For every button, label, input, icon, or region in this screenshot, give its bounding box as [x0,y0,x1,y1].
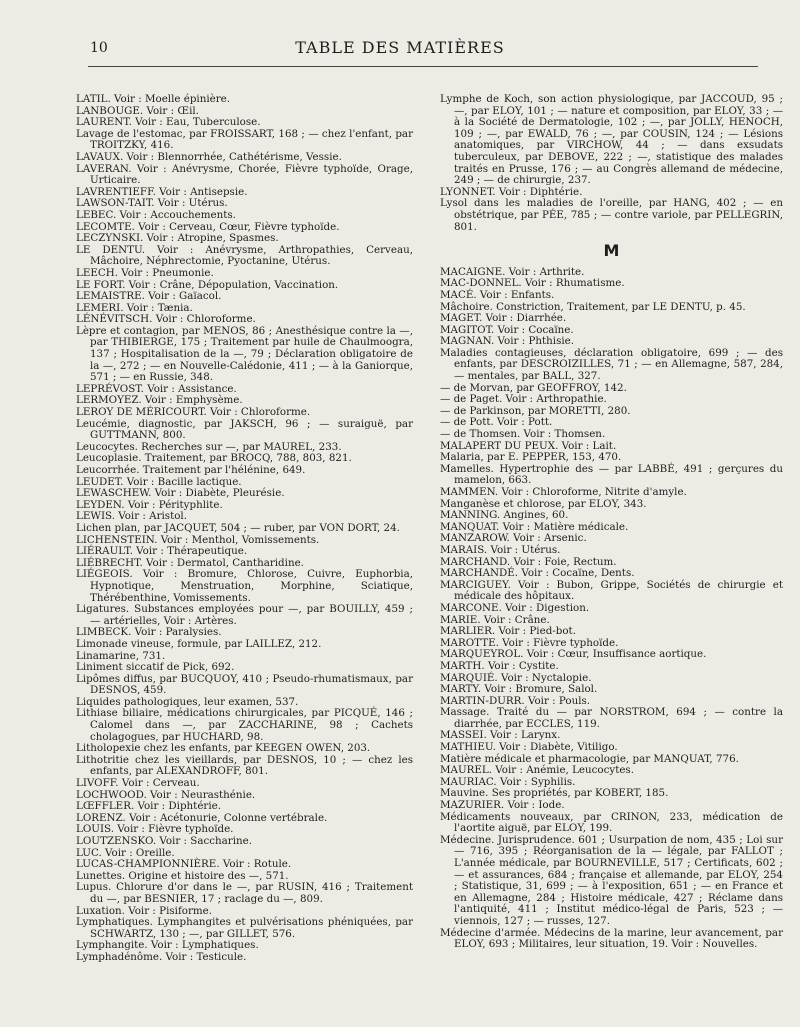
index-entry: LEROY DE MÉRICOURT. Voir : Chloroforme. [76,406,311,419]
index-entry: Lavage de l'estomac, par FROISSART, 168 ; — chez l'enfant, par TROITZKY, 416. [76,127,413,152]
index-entry: Malaria, par E. PEPPER, 153, 470. [440,451,622,464]
index-entry: Leucocytes. Recherches sur —, par MAUREL, 233. [76,440,342,453]
section-letter-m: M [603,241,620,261]
index-entry: Luxation. Voir : Pisiforme. [76,904,213,917]
right-column [440,94,783,951]
index-entry: LORENZ. Voir : Acétonurie, Colonne vertébrale. [76,811,328,824]
page-number: 10 [90,40,108,56]
index-entry: LEUDET. Voir : Bacille lactique. [76,475,242,488]
index-entry: MARAIS. Voir : Utérus. [440,543,561,556]
index-entry: MASSEI. Voir : Larynx. [440,729,561,742]
index-entry: LICHENSTEIN. Voir : Menthol, Vomissements. [76,533,320,546]
index-entry: Lupus. Chlorure d'or dans le —, par RUSIN, 416 ; Traitement du —, par BESNIER, 17 ; raclage du —, 809. [76,881,413,905]
index-entry: Ligatures. Substances employées pour —, par BOUILLY, 459 ; — artérielles, Voir : Artères. [76,603,413,627]
index-entry: Massage. Traité du — par NORSTROM, 694 ; — contre la diarrhée, par ECCLES, 119. [440,706,783,730]
index-entry: LIVOFF. Voir : Cerveau. [76,777,200,790]
index-entry: MATHIEU. Voir : Diabète, Vitiligo. [440,741,618,754]
index-entry: MAGNAN. Voir : Phthisie. [440,335,575,348]
index-entry: — de Parkinson, par MORETTI, 280. [440,404,631,417]
index-entry: MAURIAC. Voir : Syphilis. [440,775,576,788]
index-entry: LEWASCHEW. Voir : Diabète, Pleurésie. [76,487,285,500]
index-entry: Lithiase biliaire, médications chirurgicales, par PICQUÉ, 146 ; Calomel dans —, par ZACCHARINE, 98 ; Cachets cholagogues, par HUCHARD, 98. [76,707,413,743]
index-entry: Mamelles. Hypertrophie des — par LABBÉ, 491 ; gerçures du mamelon, 663. [440,462,783,487]
page-title: TABLE DES MATIÈRES [295,38,505,57]
index-entry: LEMAISTRE. Voir : Gaïacol. [76,290,222,303]
index-entry: MAC-DONNEL. Voir : Rhumatisme. [440,277,625,290]
index-entry: MARLIER. Voir : Pied-bot. [440,625,576,638]
index-entry: MACAIGNE. Voir : Arthrite. [440,265,585,278]
index-entry: Lymphangite. Voir : Lymphatiques. [76,939,259,952]
index-entry: MANNING. Angines, 60. [440,509,569,522]
index-entry: Lèpre et contagion, par MENOS, 86 ; Anesthésique contre la —, par THIBIERGE, 175 ; Traitement par huile de Chaulmoogra, 137 ; Hospitalisation de la —, 79 ; Déclaration obligatoire de la —, 272 ; — en Nouvelle-Calédonie, 411 ; — à la Ganiorque, 571 ; — en Russie, 348. [76,324,413,384]
left-column [76,94,413,964]
index-entry: LANBOUGE. Voir : Œil. [76,104,199,117]
index-entry: Limonade vineuse, formule, par LAILLEZ, 212. [76,637,322,650]
index-entry: LAWSON-TAIT. Voir : Utérus. [76,197,228,210]
index-entry: Lunettes. Origine et histoire des —, 571. [76,869,289,882]
index-entry: Lithotritie chez les vieillards, par DESNOS, 10 ; — chez les enfants, par ALEXANDROFF, 801. [76,753,413,778]
index-entry: Lichen plan, par JACQUET, 504 ; — ruber, par VON DORT, 24. [76,521,400,534]
index-entry: LIÉRAULT. Voir : Thérapeutique. [76,545,248,558]
index-entry: LIÉGEOIS. Voir : Bromure, Chlorose, Cuivre, Euphorbia, Hypnotique, Menstruation, Morphine, Sciatique, Thérébenthine, Vomissements. [76,568,413,604]
index-entry: MANZAROW. Voir : Arsenic. [440,532,587,545]
entries-l-continued [440,94,783,233]
index-entry: LÉNÉVITSCH. Voir : Chloroforme. [76,313,256,326]
index-entry: Mâchoire. Constriction, Traitement, par LE DENTU, p. 45. [440,300,746,313]
index-entry: Médecine d'armée. Médecins de la marine, leur avancement, par ELOY, 693 ; Militaires, leur situation, 19. Voir : Nouvelles. [440,926,783,951]
entries-m [440,267,783,951]
index-entry: LEBEC. Voir : Accouchements. [76,208,236,221]
index-entry: Lysol dans les maladies de l'oreille, par HANG, 402 ; — en obstétrique, par PÉE, 785 ; — contre variole, par PELLEGRIN, 801. [440,197,783,233]
index-entry: — de Pott. Voir : Pott. [440,416,553,429]
index-entry: LAVAUX. Voir : Blennorrhée, Cathétérisme, Vessie. [76,150,342,163]
index-entry: MACÉ. Voir : Enfants. [440,288,555,301]
index-entry: LYONNET. Voir : Diphtérie. [440,185,583,198]
index-entry: LE FORT. Voir : Crâne, Dépopulation, Vaccination. [76,278,339,291]
index-entry: MARCIGUEY. Voir : Bubon, Grippe, Sociétés de chirurgie et médicale des hôpitaux. [440,578,783,603]
index-entry: LAVERAN. Voir : Anévrysme, Chorée, Fièvre typhoïde, Orage, Urticaire. [76,162,413,187]
index-entry: MAZURIER. Voir : Iode. [440,799,565,812]
index-entry: Médicaments nouveaux, par CRINON, 233, médication de l'aortite aiguë, par ELOY, 199. [440,810,783,835]
index-entry: LEPRÉVOST. Voir : Assistance. [76,382,237,395]
index-entry: LIMBECK. Voir : Paralysies. [76,626,222,639]
index-entry: Lymphe de Koch, son action physiologique, par JACCOUD, 95 ; —, par ELOY, 101 ; — nature et composition, par ELOY, 33 ; — à la Société de Dermatologie, 102 ; —, par JOLLY, HENOCH, 109 ; —, par EWALD, 76 ; —, par COUSIN, 124 ; — Lésions anatomiques, par VIRCHOW, 44 ; — dans exsudats tuberculeux, par DEBOVE, 222 ; —, statistique des malades traités en Prusse, 176 ; — au Congrès allemand de médecine, 249 ; — de chirurgie, 237. [440,93,783,187]
index-entry: MARCHANDÉ. Voir : Cocaïne, Dents. [440,567,635,580]
index-entry: Lipômes diffus, par BUCQUOY, 410 ; Pseudo-rhumatismaux, par DESNOS, 459. [76,672,413,697]
index-entry: MARCHAND. Voir : Foie, Rectum. [440,555,617,568]
index-entry: MANQUAT. Voir : Matière médicale. [440,520,629,533]
index-entry: LUC. Voir : Oreille. [76,846,175,859]
index-entry: LEYDEN. Voir : Pérityphlite. [76,498,223,511]
index-entry: LERMOYEZ. Voir : Emphysème. [76,394,243,407]
index-entry: LE DENTU. Voir : Anévrysme, Arthropathies, Cerveau, Mâchoire, Néphrectomie, Pyoctanine, Utérus. [76,243,413,268]
index-entry: Lymphatiques. Lymphangites et pulvérisations phéniquées, par SCHWARTZ, 130 ; —, par GILLET, 576. [76,916,413,940]
index-entry: MALAPERT DU PEUX. Voir : Lait. [440,439,617,452]
index-entry: Leucorrhée. Traitement par l'hélénine, 649. [76,464,306,476]
index-entry: MAMMEN. Voir : Chloroforme, Nitrite d'amyle. [440,486,687,498]
index-entry: MAROTTE. Voir : Fièvre typhoïde. [440,636,619,649]
index-entry: Matière médicale et pharmacologie, par MANQUAT, 776. [440,752,739,765]
index-entry: MARQUIÉ. Voir : Nyctalopie. [440,671,592,684]
index-entry: Leucoplasie. Traitement, par BROCQ, 788, 803, 821. [76,452,352,465]
index-entry: MAUREL. Voir : Anémie, Leucocytes. [440,764,634,777]
index-entry: Liniment siccatif de Pick, 692. [76,661,235,674]
index-entry: LOCHWOOD. Voir : Neurasthénie. [76,788,256,801]
index-entry: MARTH. Voir : Cystite. [440,659,559,672]
index-entry: LEECH. Voir : Pneumonie. [76,266,214,279]
index-entry: LOUIS. Voir : Fièvre typhoïde. [76,823,234,836]
index-entry: Litholopexie chez les enfants, par KEEGEN OWEN, 203. [76,742,371,755]
index-entry: MARTY. Voir : Bromure, Salol. [440,683,598,696]
index-entry: LAURENT. Voir : Eau, Tuberculose. [76,116,261,129]
index-entry: LŒFFLER. Voir : Diphtérie. [76,800,221,813]
index-entry: LUCAS-CHAMPIONNIÈRE. Voir : Rotule. [76,858,292,871]
index-entry: Linamarine, 731. [76,649,166,662]
index-entry: Mauvine. Ses propriétés, par KOBERT, 185. [440,787,669,800]
index-entry: LIÉBRECHT. Voir : Dermatol, Cantharidine. [76,556,304,569]
index-entry: Liquides pathologiques, leur examen, 537. [76,695,299,708]
index-entry: — de Paget. Voir : Arthropathie. [440,393,607,406]
index-entry: MAGET. Voir : Diarrhée. [440,312,567,325]
index-entry: Leucémie, diagnostic, par JAKSCH, 96 ; — suraiguë, par GUTTMANN, 800. [76,417,413,442]
index-entry: LEWIS. Voir : Aristol. [76,510,187,523]
index-entry: LECZYNSKI. Voir : Atropine, Spasmes. [76,232,279,245]
index-entry: LATIL. Voir : Moelle épinière. [76,93,231,105]
index-entry: Manganèse et chlorose, par ELOY, 343. [440,497,647,510]
index-entry: LECOMTE. Voir : Cerveau, Cœur, Fièvre typhoïde. [76,220,340,233]
index-entry: Maladies contagieuses, déclaration obligatoire, 699 ; — des enfants, par DESCROIZILLES, 71 ; — en Allemagne, 587, 284, — mentales, par BALL, 327. [440,346,783,383]
index-entry: MARQUEYROL. Voir : Cœur, Insuffisance aortique. [440,648,707,661]
index-entry: — de Thomsen. Voir : Thomsen. [440,428,606,441]
index-entry: LAVRENTIEFF. Voir : Antisepsie. [76,185,248,198]
index-entry: LOUTZENSKO. Voir : Saccharine. [76,835,252,847]
index-entry: — de Morvan, par GEOFFROY, 142. [440,381,627,394]
index-entry: Médecine. Jurisprudence. 601 ; Usurpation de nom, 435 ; Loi sur — 716, 395 ; Réorganisation de la — légale, par FALLOT ; L'année médicale, par BOURNEVILLE, 517 ; Certificats, 602 ; — et assurances, 684 ; française et allemande, par ELOY, 254 ; Statistique, 31, 699 ; — à l'exposition, 651 ; — en France et en Allemagne, 284 ; Histoire médicale, 427 ; Réclame dans l'antiquité, 411 ; Institut médico-légal de Paris, 523 ; — viennois, 127 ; — russes, 127. [440,833,783,927]
index-entry: MARIE. Voir : Crâne. [440,613,550,626]
index-entry: MAGITOT. Voir : Cocaïne. [440,323,574,336]
index-entry: LEMERI. Voir : Tænia. [76,301,193,314]
index-entry: MARCONE. Voir : Digestion. [440,601,590,614]
header-rule [88,66,758,67]
index-entry: Lymphadénôme. Voir : Testicule. [76,950,247,963]
index-entry: MARTIN-DURR. Voir : Pouls. [440,694,591,707]
page-header [0,0,800,75]
